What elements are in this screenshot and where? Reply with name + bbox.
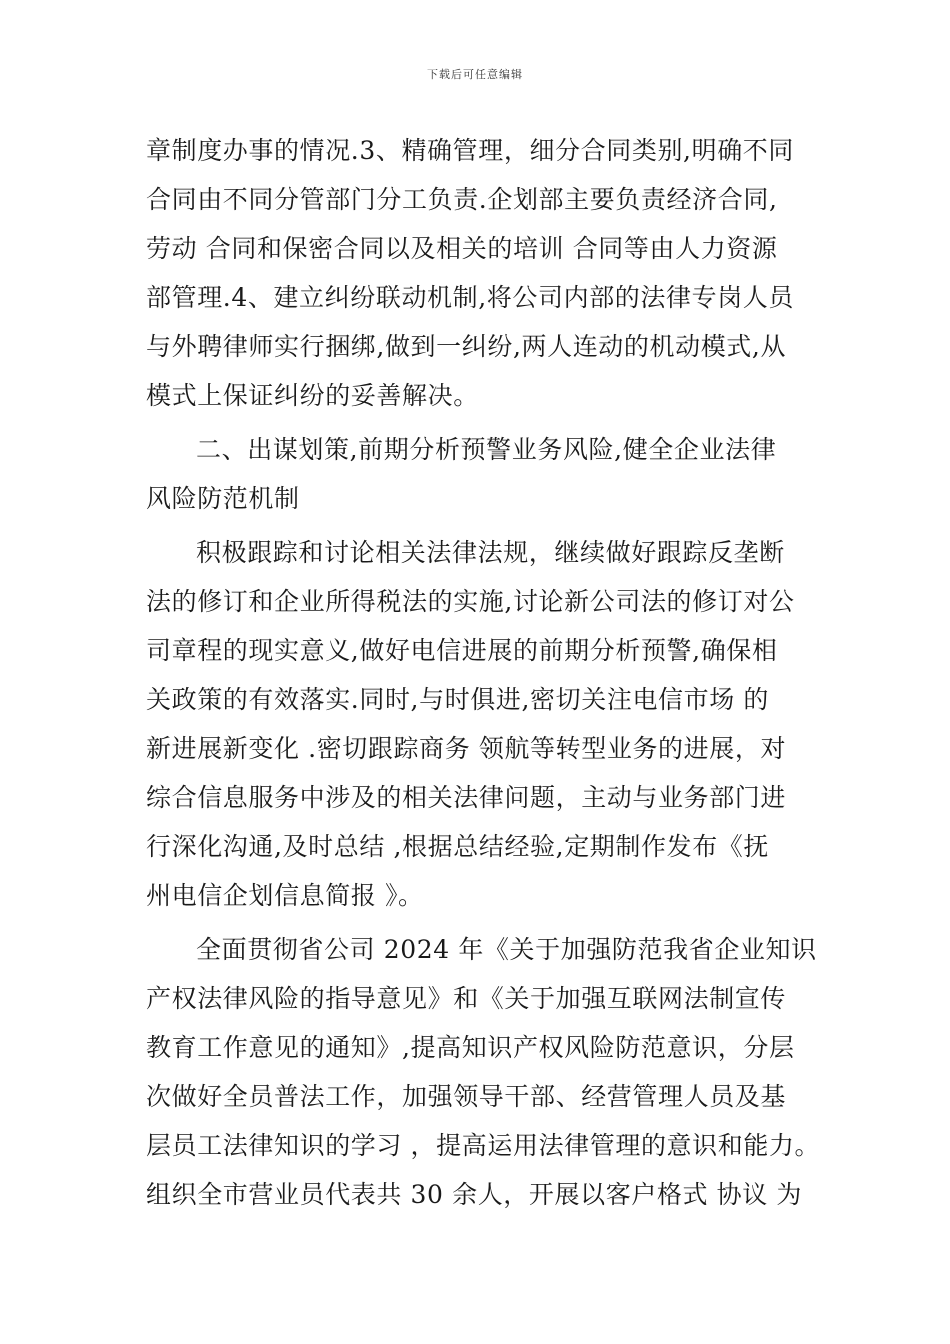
document-body [146,126,826,1219]
text-line: 章制度办事的情况.3、精确管理，细分合同类别,明确不同 [146,136,795,165]
text-line: 积极跟踪和讨论相关法律法规，继续做好跟踪反垄断 [196,538,785,567]
text-line: 风险防范机制 [146,484,300,513]
section-heading [146,425,826,523]
text-line: 综合信息服务中涉及的相关法律问题，主动与业务部门进 [146,783,787,812]
paragraph-4 [146,925,826,1219]
text-line: 合同由不同分管部门分工负责.企划部主要负责经济合同, [146,185,778,214]
text-line: 次做好全员普法工作，加强领导干部、经营管理人员及基 [146,1082,787,1111]
text-line: 新进展新变化 .密切跟踪商务 领航等转型业务的进展，对 [146,734,787,763]
text-line: 部管理.4、建立纠纷联动机制,将公司内部的法律专岗人员 [146,283,795,312]
paragraph-1 [146,126,826,420]
text-line: 组织全市营业员代表共 30 余人，开展以客户格式 协议 为 [146,1180,803,1209]
page-header: 下载后可任意编辑 [427,68,523,81]
text-line: 教育工作意见的通知》,提高知识产权风险防范意识，分层 [146,1033,795,1062]
text-line: 法的修订和企业所得税法的实施,讨论新公司法的修订对公 [146,587,795,616]
text-line: 劳动 合同和保密合同以及相关的培训 合同等由人力资源 [146,234,778,263]
text-line: 州电信企划信息简报 》。 [146,881,424,910]
text-line: 产权法律风险的指导意见》和《关于加强互联网法制宣传 [146,984,787,1013]
text-line: 行深化沟通,及时总结 ,根据总结经验,定期制作发布《抚 [146,832,769,861]
text-line: 全面贯彻省公司 2024 年《关于加强防范我省企业知识 [196,935,817,964]
text-line: 关政策的有效落实.同时,与时俱进,密切关注电信市场 的 [146,685,769,714]
paragraph-3 [146,528,826,920]
text-line: 模式上保证纠纷的妥善解决。 [146,381,479,410]
text-line: 二、出谋划策,前期分析预警业务风险,健全企业法律 [196,435,777,464]
text-line: 层员工法律知识的学习 ，提高运用法律管理的意识和能力。 [146,1131,821,1160]
text-line: 与外聘律师实行捆绑,做到一纠纷,两人连动的机动模式,从 [146,332,787,361]
text-line: 司章程的现实意义,做好电信进展的前期分析预警,确保相 [146,636,778,665]
